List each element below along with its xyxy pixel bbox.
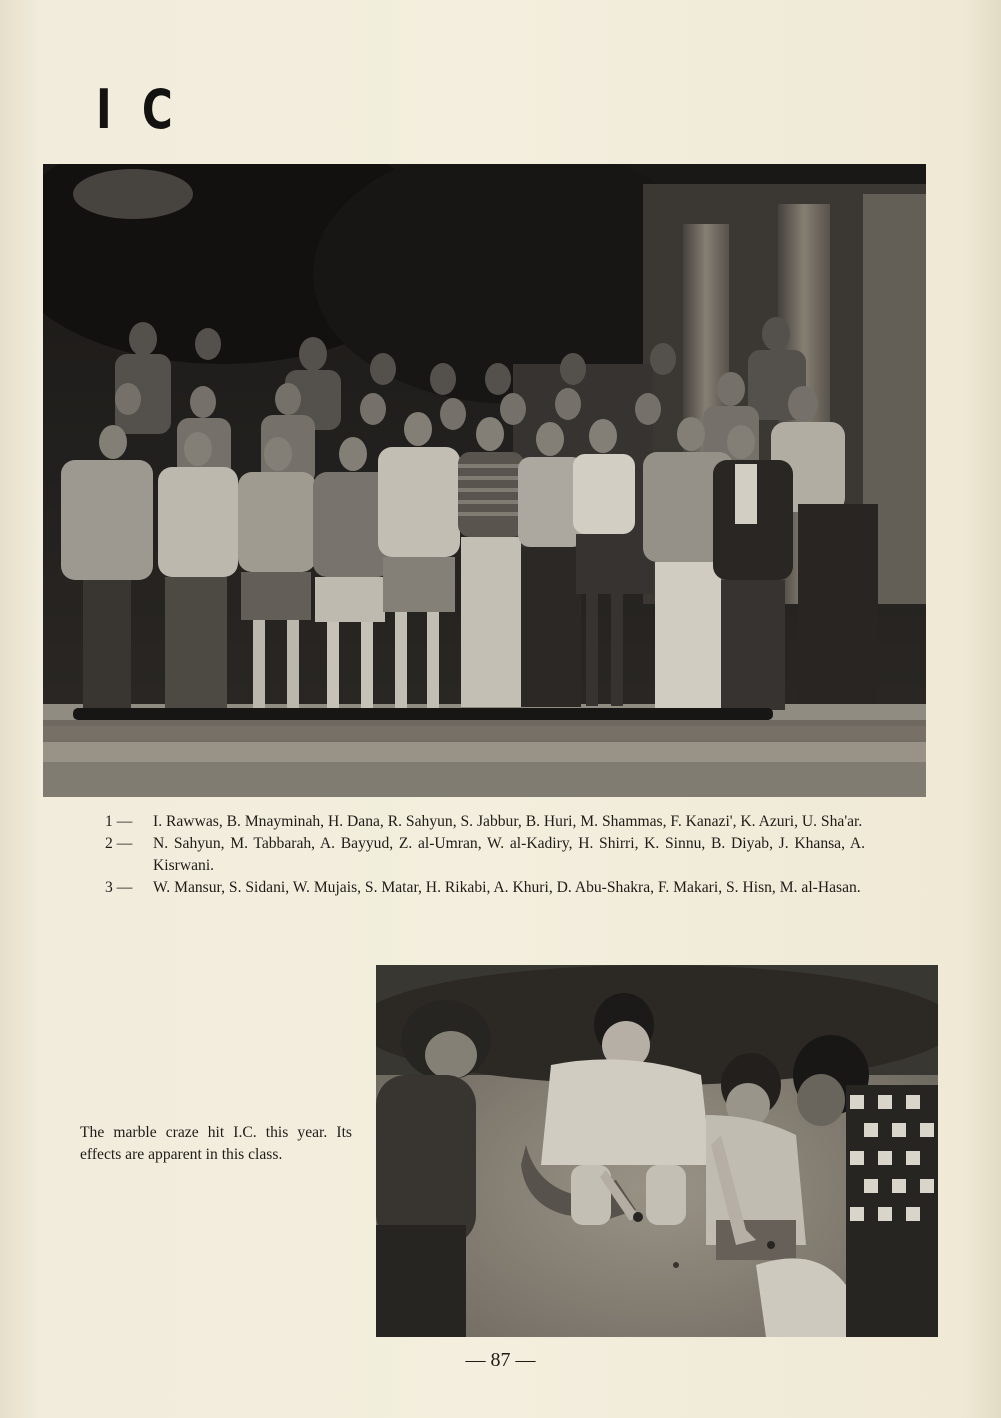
caption-row-2 [105,833,865,877]
caption-row-1 [105,811,865,833]
caption-row-3 [105,877,865,899]
page-number: — 87 — [465,1349,536,1371]
caption-row-names: N. Sahyun, M. Tabbarah, A. Bayyud, Z. al-Umran, W. al-Kadiry, H. Shirri, K. Sinnu, B. Diyab, J. Khansa, A. Kisrwani. [153,835,865,874]
boys-playing-marbles-photo [376,965,938,1337]
class-group-photo-graphic [43,164,926,797]
marbles-caption: The marble craze hit I.C. this year. Its effects are apparent in this class. [80,1124,352,1163]
caption-row-number: 1 — [105,813,133,830]
caption-row-names: I. Rawwas, B. Mnayminah, H. Dana, R. Sahyun, S. Jabbur, B. Huri, M. Shammas, F. Kanazi', K. Azuri, U. Sha'ar. [153,813,863,830]
marbles-photo-graphic [376,965,938,1337]
caption-row-number: 3 — [105,879,133,896]
class-group-photo [43,164,926,797]
class-photo-captions [105,811,865,899]
caption-row-number: 2 — [105,835,133,852]
page-title: I C [96,78,181,141]
caption-row-names: W. Mansur, S. Sidani, W. Mujais, S. Matar, H. Rikabi, A. Khuri, D. Abu-Shakra, F. Makari, S. Hisn, M. al-Hasan. [153,879,861,896]
